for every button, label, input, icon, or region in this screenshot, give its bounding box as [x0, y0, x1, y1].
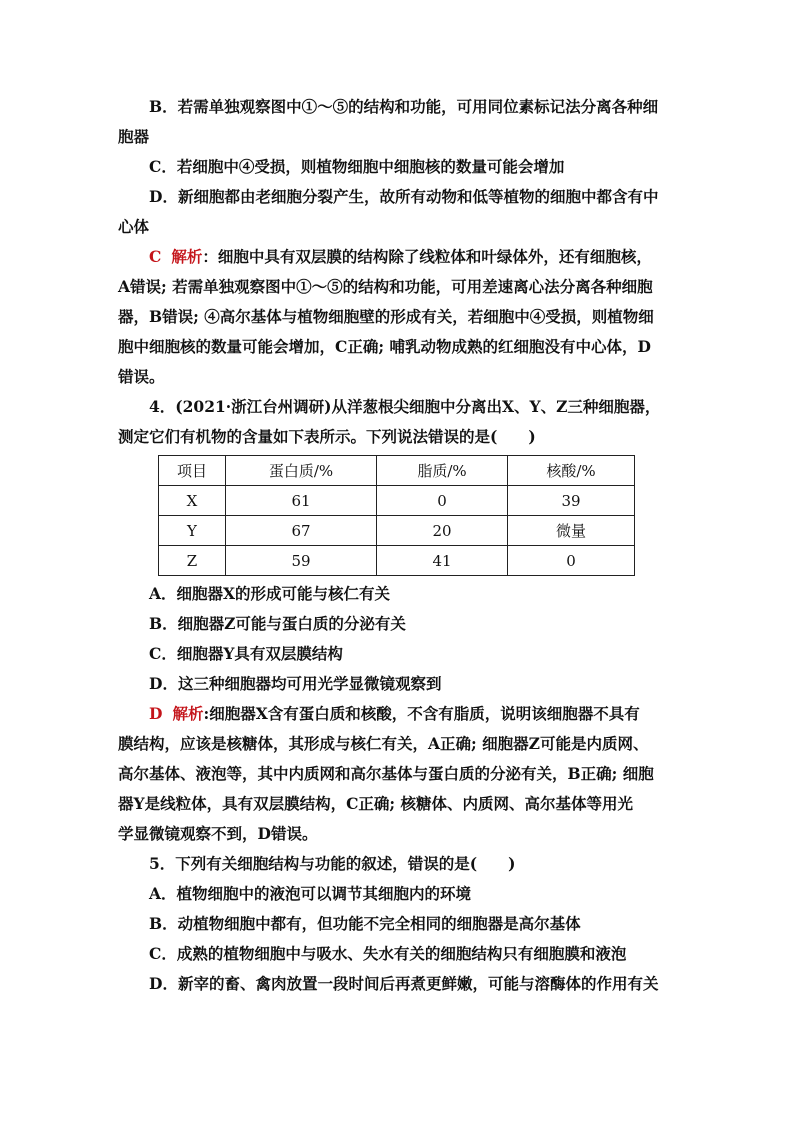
table-row [159, 546, 635, 576]
q4-option-b: B．细胞器Z可能与蛋白质的分泌有关 [149, 614, 406, 633]
q4-analysis-line: 膜结构，应该是核糖体，其形成与核仁有关，A正确; 细胞器Z可能是内质网、 [118, 734, 649, 753]
q4-answer: D [149, 704, 163, 723]
table-cell: 61 [226, 486, 377, 516]
table-header-row [159, 456, 635, 486]
q4-data-table [158, 455, 635, 576]
q4-option-d: D．这三种细胞器均可用光学显微镜观察到 [149, 674, 442, 693]
q4-analysis-line: 器Y是线粒体，具有双层膜结构，C正确; 核糖体、内质网、高尔基体等用光 [118, 794, 634, 813]
q3-analysis [118, 242, 678, 272]
table-cell: X [159, 486, 226, 516]
q4-option-a: A．细胞器X的形成可能与核仁有关 [149, 584, 391, 603]
q4-analysis-line: 高尔基体、液泡等，其中内质网和高尔基体与蛋白质的分泌有关，B正确; 细胞 [118, 764, 654, 783]
q4-stem-cont: 测定它们有机物的含量如下表所示。下列说法错误的是( ) [118, 427, 536, 446]
document-page [118, 92, 678, 999]
q4-option-c: C．细胞器Y具有双层膜结构 [149, 644, 343, 663]
q5-option-d: D．新宰的畜、禽肉放置一段时间后再煮更鲜嫩，可能与溶酶体的作用有关 [149, 974, 659, 993]
q5-option-c: C．成熟的植物细胞中与吸水、失水有关的细胞结构只有细胞膜和液泡 [149, 944, 627, 963]
q5-option-a: A．植物细胞中的液泡可以调节其细胞内的环境 [149, 884, 472, 903]
table-cell: 20 [377, 516, 508, 546]
q3-analysis-line: 错误。 [118, 367, 165, 386]
q3-analysis-line: A错误; 若需单独观察图中①～⑤的结构和功能，可用差速离心法分离各种细胞 [118, 277, 653, 296]
table-cell: 0 [508, 546, 635, 576]
table-cell: Z [159, 546, 226, 576]
table-cell: 0 [377, 486, 508, 516]
table-header-cell: 蛋白质/% [226, 456, 377, 486]
q5-option-b: B．动植物细胞中都有，但功能不完全相同的细胞器是高尔基体 [149, 914, 581, 933]
table-cell: Y [159, 516, 226, 546]
table-row [159, 486, 635, 516]
q3-option-b-cont: 胞器 [118, 127, 150, 146]
q3-option-b: B．若需单独观察图中①～⑤的结构和功能，可用同位素标记法分离各种细 [149, 97, 659, 116]
table-header-cell: 项目 [159, 456, 226, 486]
q4-analysis-label: 解析 [172, 704, 204, 723]
table-header-cell: 核酸/% [508, 456, 635, 486]
q3-option-d: D．新细胞都由老细胞分裂产生，故所有动物和低等植物的细胞中都含有中 [149, 187, 659, 206]
table-cell: 41 [377, 546, 508, 576]
q3-option-c: C．若细胞中④受损，则植物细胞中细胞核的数量可能会增加 [149, 157, 565, 176]
q5-stem: 5．下列有关细胞结构与功能的叙述，错误的是( ) [149, 854, 516, 873]
table-cell: 39 [508, 486, 635, 516]
q3-answer: C [149, 247, 162, 266]
q3-analysis-label: 解析 [171, 247, 203, 266]
q3-analysis-line: 胞中细胞核的数量可能会增加，C正确; 哺乳动物成熟的红细胞没有中心体，D [118, 337, 651, 356]
q4-analysis-text: :细胞器X含有蛋白质和核酸，不含有脂质，说明该细胞器不具有 [203, 704, 640, 723]
table-row [159, 516, 635, 546]
table-cell: 微量 [508, 516, 635, 546]
q4-analysis [118, 699, 678, 729]
table-header-cell: 脂质/% [377, 456, 508, 486]
q4-stem: 4．(2021·浙江台州调研)从洋葱根尖细胞中分离出X、Y、Z三种细胞器， [149, 397, 661, 416]
table-cell: 67 [226, 516, 377, 546]
table-cell: 59 [226, 546, 377, 576]
q4-analysis-line: 学显微镜观察不到，D错误。 [118, 824, 318, 843]
q3-analysis-text: ：细胞中具有双层膜的结构除了线粒体和叶绿体外，还有细胞核， [202, 247, 652, 266]
q3-option-d-cont: 心体 [118, 217, 150, 236]
q3-analysis-line: 器，B错误; ④高尔基体与植物细胞壁的形成有关，若细胞中④受损，则植物细 [118, 307, 654, 326]
